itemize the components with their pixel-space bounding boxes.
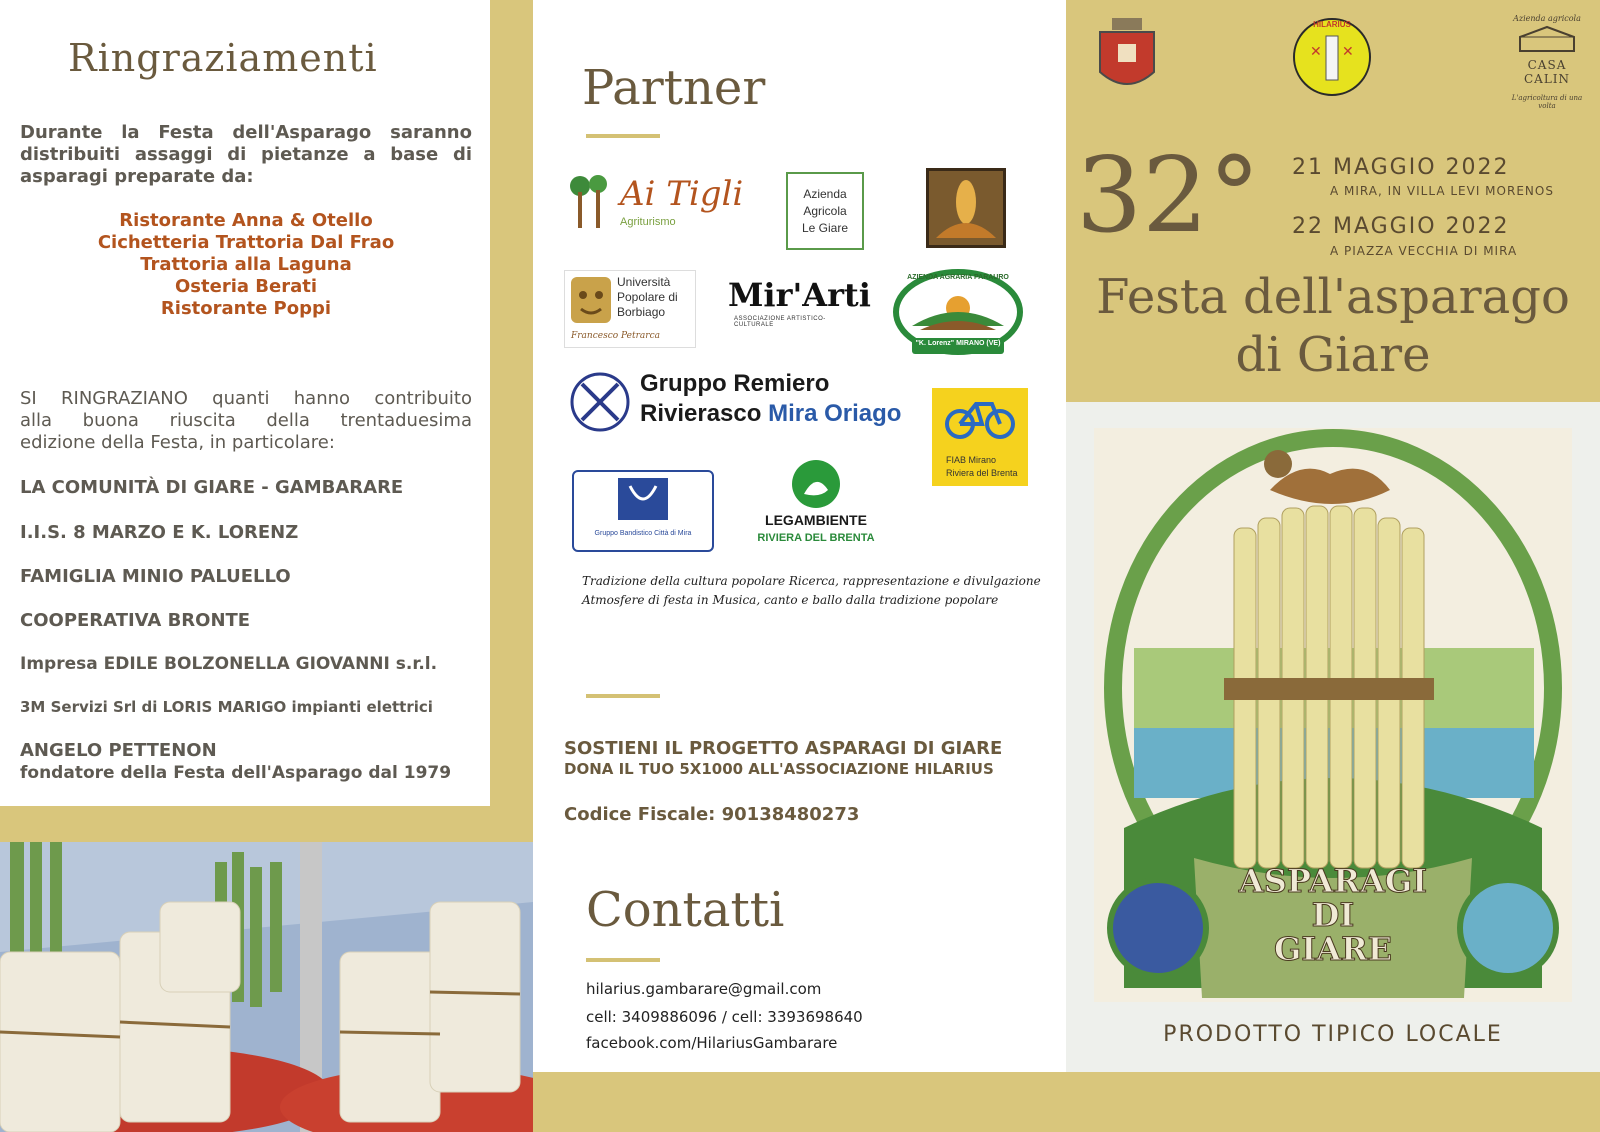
restaurant-name: Ristorante Poppi (160, 298, 332, 319)
support-heading: SOSTIENI IL PROGETTO ASPARAGI DI GIARE (564, 738, 1003, 759)
phone-numbers: cell: 3409886096 / cell: 3393698640 (586, 1008, 863, 1026)
contacts-title: Contatti (586, 882, 785, 938)
oars-icon (568, 370, 632, 434)
thanks-line: SI RINGRAZIANO quanti hanno contribuito (20, 388, 472, 409)
fiscal-code: Codice Fiscale: 90138480273 (564, 804, 860, 825)
place-first: A MIRA, IN VILLA LEVI MORENOS (1330, 184, 1554, 198)
thanks-line: alla buona riuscita della trentaduesima (20, 410, 472, 431)
restaurant-name: Ristorante Anna & Otello (119, 210, 373, 231)
lyre-icon (574, 472, 712, 526)
tree-icon (568, 172, 616, 230)
wheat-icon (926, 168, 1006, 248)
logo-hilarius: ✕ ✕ HILARIUS (1292, 16, 1372, 98)
bottom-strip (533, 1072, 1600, 1132)
poster-word: GIARE (1273, 930, 1393, 968)
founder-name: ANGELO PETTENON (20, 740, 217, 761)
date-second: 22 MAGGIO 2022 (1292, 214, 1510, 239)
logo-wheat (926, 168, 1006, 248)
thanks-title: Ringraziamenti (68, 36, 378, 80)
divider (586, 694, 660, 698)
facebook-link[interactable]: facebook.com/HilariusGambarare (586, 1034, 838, 1052)
logo-fiab: FIAB Mirano Riviera del Brenta (932, 388, 1028, 486)
restaurant-name: Trattoria alla Laguna (140, 254, 352, 275)
asparagi-poster (1094, 428, 1572, 1002)
sponsor-item: I.I.S. 8 MARZO E K. LORENZ (20, 522, 299, 543)
swan-icon (786, 458, 846, 510)
date-first: 21 MAGGIO 2022 (1292, 155, 1510, 180)
poster-word: DI (1311, 896, 1355, 934)
intro-line: Durante la Festa dell'Asparago saranno (20, 122, 472, 143)
logo-gruppo-bandistico: Gruppo Bandistico Città di Mira (572, 470, 714, 552)
edition-number: 32° (1076, 134, 1261, 256)
divider (586, 958, 660, 962)
thanks-line: edizione della Festa, in particolare: (20, 432, 335, 453)
intro-line: distribuiti assaggi di pietanze a base di (20, 144, 472, 165)
restaurant-name: Cichetteria Trattoria Dal Frao (97, 232, 395, 253)
svg-text:✕: ✕ (1342, 43, 1354, 59)
asparagus-photo (0, 842, 533, 1132)
product-tagline: PRODOTTO TIPICO LOCALE (1163, 1022, 1503, 1047)
event-title: Festa dell'asparago di Giare (1096, 269, 1570, 383)
logo-casa-calin: Azienda agricola CASA CALIN L'agricoltura di una volta (1511, 14, 1583, 110)
sponsor-item: LA COMUNITÀ DI GIARE - GAMBARARE (20, 477, 404, 498)
founder-desc: fondatore della Festa dell'Asparago dal 1979 (20, 763, 452, 783)
crest-icon (1092, 16, 1162, 98)
divider (586, 134, 660, 138)
place-second: A PIAZZA VECCHIA DI MIRA (1330, 244, 1518, 258)
municipal-crest (1092, 16, 1162, 98)
sponsor-item: FAMIGLIA MINIO PALUELLO (20, 566, 291, 587)
logo-ai-tigli: Ai Tigli Agriturismo (568, 172, 748, 234)
logo-mirarti: Mir'Arti ASSOCIAZIONE ARTISTICO-CULTURALE (728, 276, 871, 328)
email-link[interactable]: hilarius.gambarare@gmail.com (586, 980, 822, 998)
partner-title: Partner (582, 60, 766, 116)
sponsor-item: Impresa EDILE BOLZONELLA GIOVANNI s.r.l. (20, 654, 438, 674)
bicycle-icon (932, 388, 1028, 448)
mask-icon (569, 275, 613, 327)
tradition-text: Tradizione della cultura popolare Ricerca, rappresentazione e divulgazione Atmosfere di festa in Musica, canto e ballo dalla tradizione popolare (582, 574, 1041, 607)
sponsor-item: COOPERATIVA BRONTE (20, 610, 251, 631)
logo-parauro: AZIENDA AGRARIA PARAURO "K. Lorenz" MIRANO (VE) (892, 268, 1024, 360)
svg-text:✕: ✕ (1310, 43, 1322, 59)
logo-gruppo-remiero: Gruppo Remiero Rivierasco Mira Oriago (568, 368, 868, 436)
poster-word: ASPARAGI (1238, 862, 1428, 900)
house-icon (1512, 23, 1582, 53)
logo-universita-borbiago: Università Popolare di Borbiago Francesco Petrarca (564, 270, 696, 348)
restaurant-name: Osteria Berati (174, 276, 317, 297)
logo-le-giare: Azienda Agricola Le Giare (786, 172, 864, 250)
restaurant-list (20, 210, 472, 320)
logo-legambiente: LEGAMBIENTE RIVIERA DEL BRENTA (750, 458, 882, 552)
support-subheading: DONA IL TUO 5X1000 ALL'ASSOCIAZIONE HILARIUS (564, 760, 994, 778)
sponsor-item: 3M Servizi Srl di LORIS MARIGO impianti elettrici (20, 698, 433, 716)
intro-line: asparagi preparate da: (20, 166, 254, 187)
